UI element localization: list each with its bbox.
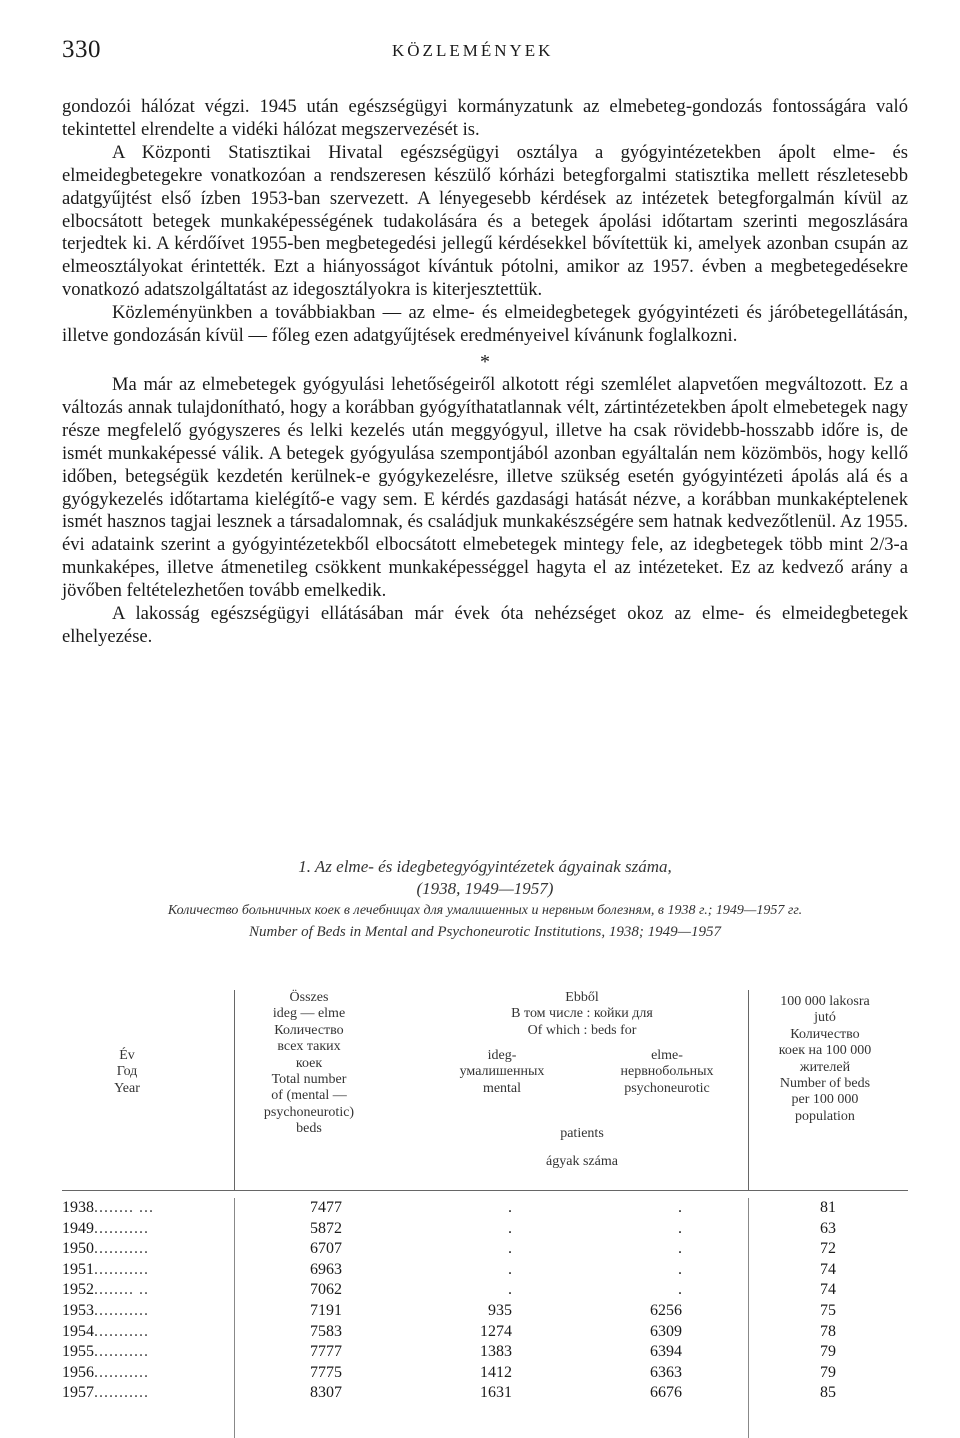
table-row	[62, 1322, 908, 1343]
paragraph: A Központi Statisztikai Hivatal egészségügyi osztálya a gyógyintézetekben ápolt elme- és elmeidegbetegekre vonatkozóan a rendszeresen készülő kórházi betegforgalmi statisztika mellett részletesebb adatgyűjtést első ízben 1953-ban szervezett. A lényegesebb kérdések az intézetek betegforgalmán kívül az elbocsátott betegek munkaképességének tudakolására és a betegek ápolási időtartam szerinti megoszlására terjedtek ki. A kérdőívet 1955-ben megbetegedési jellegű kérdésekkel bővítettük ki, amelyek azonban csupán az elmeosztályokat érintették. Ezt a hiányosságot kívántuk pótolni, amikor az 1957. évben a megbetegedésekre vonatkozó adatszolgáltatást az idegosztályokra is kiterjesztettük.	[62, 141, 908, 301]
cell-year: 1954...........	[62, 1322, 149, 1340]
header-total: Összes ideg — elme Количество всех таких коек Total number of (mental — psychoneurotic) beds	[263, 990, 355, 1137]
cell-psychoneurotic-beds: 6256	[650, 1301, 682, 1319]
cell-mental-beds: 935	[488, 1301, 512, 1319]
cell-mental-beds: .	[508, 1219, 512, 1237]
paragraph: gondozói hálózat végzi. 1945 után egészségügyi kormányzatunk az elmebeteg-gondozás fontosságára való tekintettel elrendelte a vidéki hálózat megszervezését is.	[62, 96, 908, 140]
cell-total-beds: 7583	[310, 1322, 342, 1340]
cell-total-beds: 6707	[310, 1240, 342, 1258]
article-body	[62, 96, 908, 649]
table-row	[62, 1239, 908, 1260]
cell-mental-beds: 1274	[480, 1322, 512, 1340]
table-title-hu: 1. Az elme- és idegbetegyógyintézetek ágyainak száma,	[298, 857, 672, 876]
cell-total-beds: 5872	[310, 1219, 342, 1237]
cell-psychoneurotic-beds: 6394	[650, 1343, 682, 1361]
cell-total-beds: 8307	[310, 1384, 342, 1402]
table-row	[62, 1260, 908, 1281]
cell-psychoneurotic-beds: 6676	[650, 1384, 682, 1402]
section-separator: *	[480, 350, 490, 373]
table-caption	[62, 856, 908, 943]
cell-beds-per-100000: 72	[820, 1240, 836, 1258]
cell-beds-per-100000: 78	[820, 1322, 836, 1340]
table-row	[62, 1219, 908, 1240]
cell-beds-per-100000: 85	[820, 1384, 836, 1402]
cell-psychoneurotic-beds: 6363	[650, 1363, 682, 1381]
header-rate: 100 000 lakosra jutó Количество коек на 100 000 жителей Number of beds per 100 000 population	[778, 994, 872, 1124]
table-row	[62, 1342, 908, 1363]
header-patients: patients	[560, 1126, 604, 1141]
table-row	[62, 1383, 908, 1404]
cell-psychoneurotic-beds: .	[678, 1240, 682, 1258]
cell-mental-beds: 1383	[480, 1343, 512, 1361]
cell-beds-per-100000: 79	[820, 1343, 836, 1361]
table-body	[62, 1198, 908, 1404]
cell-year: 1951...........	[62, 1260, 149, 1278]
running-head: KÖZLEMÉNYEK	[392, 41, 554, 60]
paragraph: Ma már az elmebetegek gyógyulási lehetőségeiről alkotott régi szemlélet alapvetően megváltozott. Ez a változás annak tulajdonítható, hogy a korábban gyógyíthatatlannak vélt, zártintézetekben ápolt elmebetegek nagy része megfelelő gyógyszeres és lelki kezelés után meggyógyul, illetve ha csak rövidebb-hosszabb időre is, de ismét munkaképessé válik. A betegek gyógyulása szempontjából azonban egyáltalán nem közömbös, hogy kellő időben, betegségük kezdetén kerülnek-e gyógykezelésre, illetve szükség esetén gyógyintézeti ápolás alá és a gyógykezelés időtartama kielégítő-e vagy sem. E kérdés gazdasági hatását nézve, a korábban munkaképtelenek ismét hasznos tagjai lesznek a társadalomnak, és családjuk munkakészségére sem hatnak kedvezőtlenül. Az 1955. évi adataink szerint a gyógyintézetekből elbocsátott elmebetegek mintegy fele, az idegbetegek több mint 2/3-a munkaképes, illetve átmenetileg csökkent munkaképességgel hagyta el az intézeteket. Ez az kedvező arány a jövőben feltételezhetően tovább emelkedik.	[62, 373, 908, 602]
cell-year: 1938........ ...	[62, 1199, 154, 1216]
cell-psychoneurotic-beds: .	[678, 1199, 682, 1216]
table-row	[62, 1301, 908, 1322]
header-year: Év Год Year	[114, 1048, 140, 1096]
cell-mental-beds: 1631	[480, 1384, 512, 1402]
header-rule	[62, 1190, 908, 1191]
table-title-years: (1938, 1949—1957)	[416, 879, 554, 898]
column-divider	[234, 990, 235, 1190]
column-divider	[748, 990, 749, 1190]
cell-year: 1949...........	[62, 1219, 149, 1237]
cell-year: 1953...........	[62, 1301, 149, 1319]
cell-mental-beds: .	[508, 1260, 512, 1278]
cell-beds-per-100000: 81	[820, 1199, 836, 1216]
cell-total-beds: 7777	[310, 1343, 342, 1361]
header-unit: ágyak száma	[546, 1154, 618, 1169]
cell-mental-beds: .	[508, 1199, 512, 1216]
paragraph: A lakosság egészségügyi ellátásában már évek óta nehézséget okoz az elme- és elmeidegbetegek elhelyezése.	[62, 603, 908, 647]
table-row	[62, 1363, 908, 1384]
cell-total-beds: 7477	[310, 1199, 342, 1216]
cell-beds-per-100000: 74	[820, 1260, 836, 1278]
header-of-which: Ebből В том числе : койки для Of which : beds for	[511, 990, 653, 1038]
header-mental: ideg- умалишенных mental	[459, 1048, 545, 1096]
table-header	[62, 990, 908, 1190]
table-row	[62, 1198, 908, 1219]
cell-beds-per-100000: 79	[820, 1363, 836, 1381]
cell-total-beds: 7775	[310, 1363, 342, 1381]
cell-beds-per-100000: 75	[820, 1301, 836, 1319]
cell-year: 1955...........	[62, 1343, 149, 1361]
table-row	[62, 1280, 908, 1301]
cell-mental-beds: 1412	[480, 1363, 512, 1381]
header-psychoneurotic: elme- нервнобольных psychoneurotic	[620, 1048, 714, 1096]
cell-total-beds: 7191	[310, 1301, 342, 1319]
cell-year: 1956...........	[62, 1363, 149, 1381]
page-number: 330	[62, 36, 101, 63]
cell-total-beds: 6963	[310, 1260, 342, 1278]
cell-beds-per-100000: 63	[820, 1219, 836, 1237]
paragraph: Közleményünkben a továbbiakban — az elme- és elmeidegbetegek gyógyintézeti és járóbetegellátásán, illetve gondozásán kívül — főleg ezen adatgyűjtések eredményeivel kívánunk foglalkozni.	[62, 302, 908, 347]
cell-year: 1957...........	[62, 1384, 149, 1402]
cell-year: 1952........ ..	[62, 1281, 149, 1299]
cell-psychoneurotic-beds: 6309	[650, 1322, 682, 1340]
cell-total-beds: 7062	[310, 1281, 342, 1299]
table-title-ru: Количество больничных коек в лечебницах для умалишенных и нервным болезням, в 1938 г.; 1949—1957 гг.	[167, 903, 803, 918]
page-header	[62, 36, 902, 66]
cell-mental-beds: .	[508, 1240, 512, 1258]
cell-psychoneurotic-beds: .	[678, 1281, 682, 1299]
cell-psychoneurotic-beds: .	[678, 1219, 682, 1237]
cell-psychoneurotic-beds: .	[678, 1260, 682, 1278]
table-title-en: Number of Beds in Mental and Psychoneurotic Institutions, 1938; 1949—1957	[249, 924, 721, 940]
cell-mental-beds: .	[508, 1281, 512, 1299]
cell-beds-per-100000: 74	[820, 1281, 836, 1299]
cell-year: 1950...........	[62, 1240, 149, 1258]
